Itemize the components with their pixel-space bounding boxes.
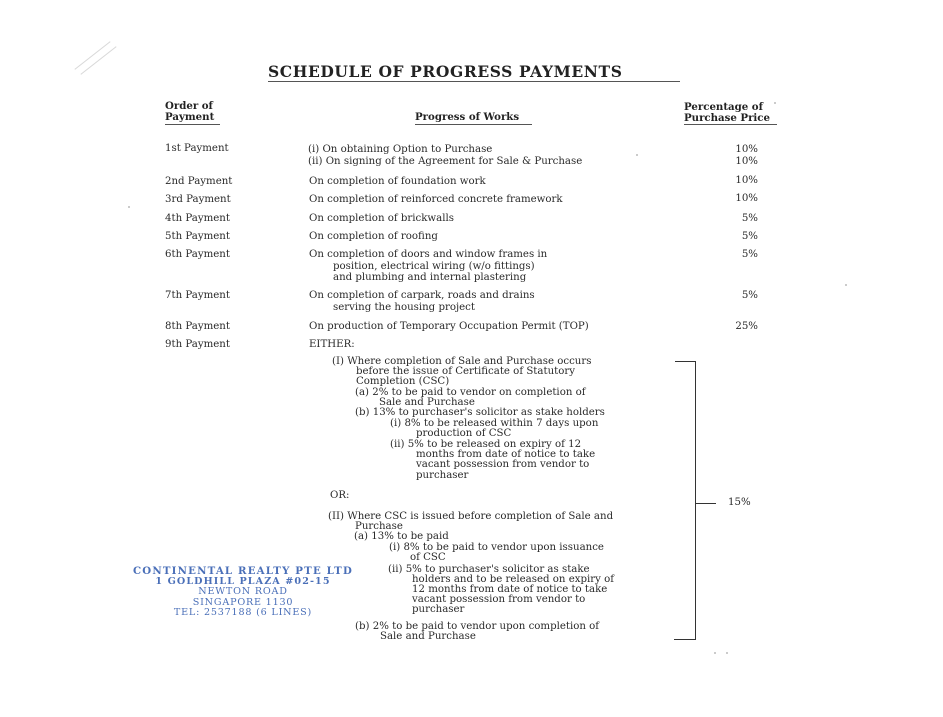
payment-percentage-6: 5%: [741, 249, 758, 260]
option-i-b-ii-line4: purchaser: [416, 470, 469, 481]
payment-percentage-2: 10%: [735, 175, 758, 186]
payment-works-1-ii: (ii) On signing of the Agreement for Sale & Purchase: [308, 156, 583, 167]
option-i-line1: (I) Where completion of Sale and Purchase occurs: [332, 356, 592, 367]
option-i-b-ii-line3: vacant possession from vendor to: [416, 459, 590, 470]
payment-percentage-3: 10%: [735, 193, 758, 204]
payment-order-9: 9th Payment: [165, 339, 230, 350]
option-i-b: (b) 13% to purchaser's solicitor as stake holders: [355, 407, 605, 418]
stamp-company-name: CONTINENTAL REALTY PTE LTD: [132, 565, 354, 577]
title-underline: [268, 81, 680, 82]
option-ii-a-ii-line5: purchaser: [412, 604, 465, 615]
payment-works-4: On completion of brickwalls: [309, 213, 454, 224]
option-ii-line1: (II) Where CSC is issued before completion of Sale and: [328, 511, 614, 522]
document-title: SCHEDULE OF PROGRESS PAYMENTS: [268, 62, 623, 81]
header-percentage-line1: Percentage of: [684, 101, 763, 113]
option-i-a-line1: (a) 2% to be paid to vendor on completion of: [355, 387, 586, 398]
header-works: Progress of Works: [415, 111, 520, 123]
header-percentage-line2: Purchase Price: [684, 112, 770, 124]
payment-order-7: 7th Payment: [165, 290, 230, 301]
option-ii-b-line2: Sale and Purchase: [380, 631, 476, 642]
payment-percentage-5: 5%: [741, 231, 758, 242]
payment-works-8: On production of Temporary Occupation Permit (TOP): [309, 321, 589, 332]
option-i-b-ii-line2: months from date of notice to take: [416, 449, 596, 460]
payment-percentage-1-ii: 10%: [735, 156, 758, 167]
payment-works-5: On completion of roofing: [309, 231, 438, 242]
option-ii-a-ii-line4: vacant possession from vendor to: [412, 594, 586, 605]
option-i-line3: Completion (CSC): [356, 376, 450, 387]
option-ii-a-i-line1: (i) 8% to be paid to vendor upon issuance: [389, 542, 604, 553]
bracket-vertical: [695, 361, 696, 640]
scan-speck: [714, 652, 716, 654]
payment-works-3: On completion of reinforced concrete framework: [309, 194, 563, 205]
payment-order-5: 5th Payment: [165, 231, 230, 242]
option-i-line2: before the issue of Certificate of Statutory: [356, 366, 575, 377]
payment-order-1: 1st Payment: [165, 143, 229, 154]
option-ii-a-ii-line2: holders and to be released on expiry of: [412, 574, 615, 585]
payment-works-6-line1: On completion of doors and window frames in: [309, 249, 548, 260]
payment-order-8: 8th Payment: [165, 321, 230, 332]
or-label: OR:: [330, 490, 350, 501]
bracket-top: [675, 361, 696, 362]
header-works-underline: [415, 124, 532, 125]
option-i-a-line2: Sale and Purchase: [379, 397, 475, 408]
stamp-address-line1: 1 GOLDHILL PLAZA #02-15: [155, 575, 331, 587]
payment-works-6-line3: and plumbing and internal plastering: [333, 272, 527, 283]
bracket-pointer: [696, 503, 716, 504]
header-percentage: [684, 102, 770, 124]
header-order: [165, 101, 214, 123]
option-ii-a-ii-line3: 12 months from date of notice to take: [412, 584, 608, 595]
payment-order-2: 2nd Payment: [165, 176, 233, 187]
bracket-percentage: 15%: [728, 497, 751, 508]
payment-works-7-line2: serving the housing project: [333, 302, 475, 313]
payment-order-6: 6th Payment: [165, 249, 230, 260]
payment-percentage-4: 5%: [741, 213, 758, 224]
option-ii-a-i-line2: of CSC: [410, 552, 446, 563]
payment-works-7-line1: On completion of carpark, roads and drains: [309, 290, 535, 301]
payment-works-6-line2: position, electrical wiring (w/o fittings): [333, 261, 535, 272]
option-i-b-i-line1: (i) 8% to be released within 7 days upon: [390, 418, 599, 429]
scan-speck: [845, 284, 847, 286]
bracket-bottom: [674, 639, 696, 640]
option-i-b-ii-line1: (ii) 5% to be released on expiry of 12: [390, 439, 582, 450]
scan-speck: [636, 154, 638, 156]
header-order-underline: [165, 124, 220, 125]
option-ii-a: (a) 13% to be paid: [354, 531, 449, 542]
scan-speck: [128, 206, 130, 208]
option-i-b-i-line2: production of CSC: [416, 428, 512, 439]
payment-percentage-1-i: 10%: [735, 144, 758, 155]
option-ii-a-ii-line1: (ii) 5% to purchaser's solicitor as stake: [388, 564, 590, 575]
either-label: EITHER:: [309, 339, 355, 350]
option-ii-b-line1: (b) 2% to be paid to vendor upon completion of: [355, 621, 600, 632]
scan-speck: [774, 102, 776, 104]
header-order-line2: Payment: [165, 111, 215, 123]
payment-order-3: 3rd Payment: [165, 194, 231, 205]
header-percentage-underline: [684, 124, 777, 125]
payment-percentage-8: 25%: [735, 321, 758, 332]
stamp-address-line2: NEWTON ROAD: [198, 586, 288, 598]
header-order-line1: Order of: [165, 100, 213, 112]
option-ii-line2: Purchase: [355, 521, 403, 532]
payment-works-1-i: (i) On obtaining Option to Purchase: [308, 144, 493, 155]
payment-percentage-7: 5%: [741, 290, 758, 301]
stamp-address-line3: SINGAPORE 1130: [192, 596, 294, 608]
payment-order-4: 4th Payment: [165, 213, 230, 224]
company-stamp: [118, 566, 368, 619]
payment-works-2: On completion of foundation work: [309, 176, 486, 187]
scan-speck: [726, 652, 728, 654]
stamp-telephone: TEL: 2537188 (6 LINES): [173, 607, 313, 619]
